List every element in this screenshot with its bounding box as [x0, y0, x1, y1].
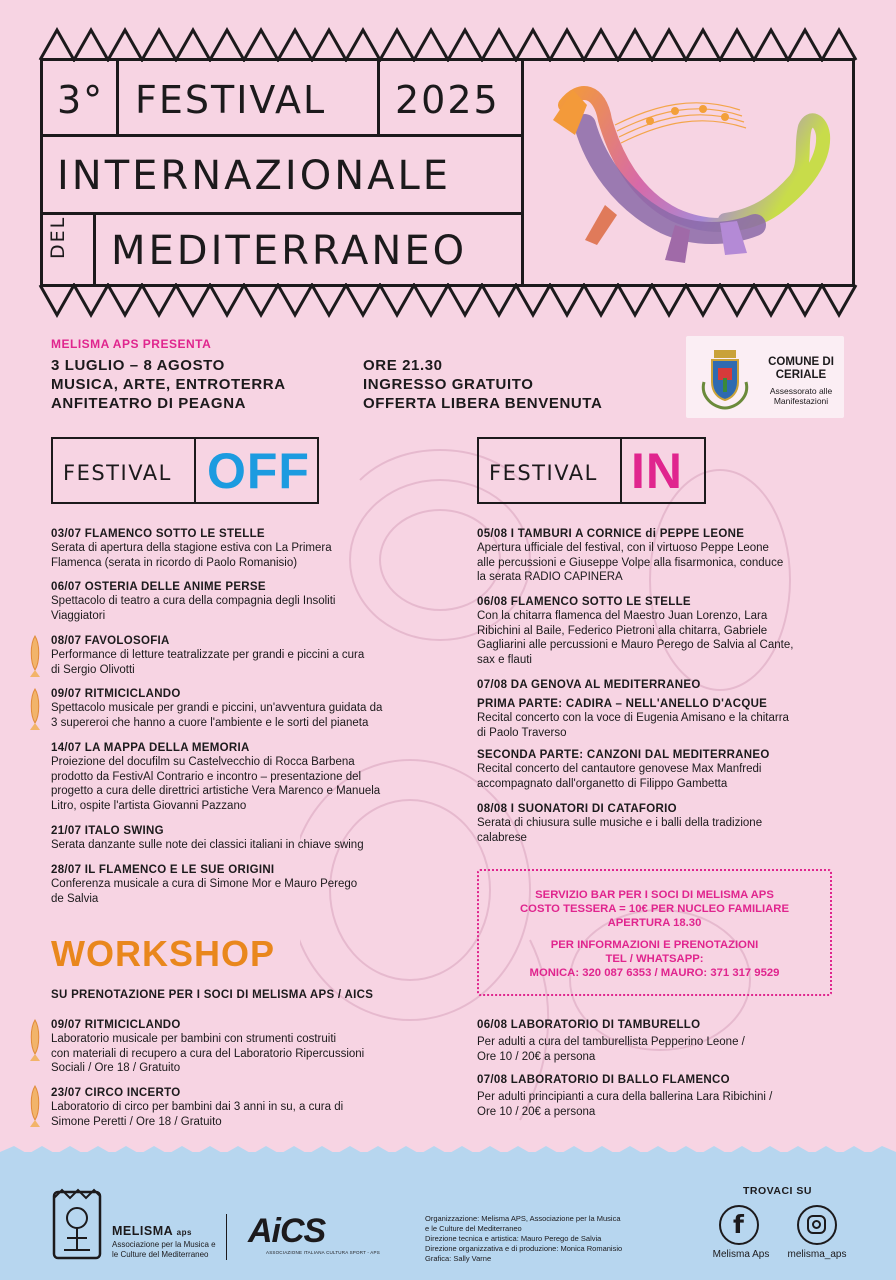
in-event-title: PRIMA PARTE: CADIRA – NELL'ANELLO D'ACQUE [477, 698, 768, 710]
workshop-item-desc: con materiali di recupero a cura del Laboratorio Ripercussioni [51, 1047, 365, 1060]
comune-sub-line: Assessorato alle [769, 386, 833, 396]
in-event-desc: sax e flauti [477, 653, 532, 666]
off-event-title: 06/07 OSTERIA DELLE ANIME PERSE [51, 581, 266, 593]
in-event-desc: calabrese [477, 831, 527, 844]
in-event-title: 07/08 DA GENOVA AL MEDITERRANEO [477, 679, 701, 691]
off-event [51, 824, 431, 853]
time-block [363, 356, 602, 413]
off-event-title: 28/07 IL FLAMENCO E LE SUE ORIGINI [51, 864, 275, 876]
off-event-desc: Litro, ospite l'artista Giovanni Pazzano [51, 799, 247, 812]
instagram-icon[interactable] [797, 1205, 837, 1245]
workshop-item-title: 07/08 LABORATORIO DI BALLO FLAMENCO [477, 1074, 730, 1086]
title-mediterraneo: MEDITERRANEO [111, 228, 468, 274]
time-line: ORE 21.30 [363, 357, 443, 374]
coat-of-arms-icon [696, 342, 754, 412]
workshop-item-title: 09/07 RITMICICLANDO [51, 1019, 181, 1031]
divider [43, 212, 521, 215]
off-event-desc: progetto a cura delle direttrici artistiche Vera Marenco e Manuela [51, 785, 381, 797]
in-event-title: 05/08 I TAMBURI A CORNICE di PEPPE LEONE [477, 528, 745, 540]
melisma-logo-icon [52, 1186, 102, 1262]
fish-icon [29, 1018, 41, 1062]
dates-block [51, 356, 286, 413]
workshop-item-title: 23/07 CIRCO INCERTO [51, 1087, 181, 1099]
melisma-sub-line: Associazione per la Musica e [112, 1240, 216, 1249]
off-event-desc: Proiezione del docufilm su Castelvecchio di Rocca Barbena [51, 756, 355, 768]
divider [43, 134, 521, 137]
credit-line: Grafica: Sally Varne [425, 1254, 492, 1263]
in-event-desc: la serata RADIO CAPINERA [477, 571, 623, 583]
in-event-desc: accompagnato dall'organetto di Filippo Gambetta [477, 777, 728, 790]
workshop-item-desc: Laboratorio musicale per bambini con strumenti costruiti [51, 1033, 337, 1045]
off-event-desc: 3 supereroi che hanno a cuore l'ambiente e le sorti del pianeta [51, 716, 369, 729]
off-event [51, 580, 431, 623]
comune-sub-line: Manifestazioni [773, 396, 829, 406]
off-event [51, 741, 431, 813]
in-event [477, 678, 837, 692]
off-event [51, 687, 431, 730]
melisma-name [112, 1224, 192, 1238]
workshop-item [477, 1073, 837, 1119]
instagram-label[interactable]: melisma_aps [787, 1249, 847, 1260]
in-event-desc: Ribichini al Baile, Federico Pietroni alla chitarra, Gabriele [477, 624, 768, 637]
workshop-subtitle: SU PRENOTAZIONE PER I SOCI DI MELISMA APS / AICS [51, 989, 374, 1001]
off-event-desc: Flamenca (serata in ricordo di Paolo Romanisio) [51, 556, 298, 569]
festival-off-header [51, 437, 319, 504]
footer [0, 1152, 896, 1280]
facebook-label[interactable]: Melisma Aps [712, 1249, 770, 1260]
fish-icon [29, 687, 41, 731]
venue-line: ANFITEATRO DI PEAGNA [51, 395, 247, 412]
comune-title [761, 356, 841, 382]
fish-icon [29, 1084, 41, 1128]
credit-line: Organizzazione: Melisma APS, Associazione per la Musica [425, 1214, 621, 1223]
dates-line: 3 LUGLIO – 8 AGOSTO [51, 357, 225, 374]
in-event-title: 06/08 FLAMENCO SOTTO LE STELLE [477, 596, 691, 608]
workshop-item-desc: Ore 10 / 20€ a persona [477, 1105, 596, 1118]
divider [194, 439, 196, 502]
off-event-desc: prodotto da FestivAl Contrario e incontro – presentazione del [51, 770, 362, 783]
in-event-title: 08/08 I SUONATORI DI CATAFORIO [477, 803, 677, 815]
in-event-desc: di Paolo Traverso [477, 726, 567, 739]
in-event [477, 802, 837, 845]
contact-line: PER INFORMAZIONI E PRENOTAZIONI [550, 939, 759, 951]
title-internazionale: INTERNAZIONALE [57, 153, 452, 199]
off-event-desc: Spettacolo di teatro a cura della compagnia degli Insoliti [51, 595, 336, 607]
divider [620, 439, 622, 502]
in-event-desc: Recital concerto con la voce di Eugenia Amisano e la chitarra [477, 712, 789, 724]
melisma-subtitle [112, 1240, 216, 1260]
workshop-item [51, 1018, 431, 1076]
festival-in-label: FESTIVAL [489, 461, 598, 485]
comune-title-line: CERIALE [775, 369, 827, 381]
in-event-desc: Gagliarini alle percussioni e Mauro Perego de Salvia al Cante, [477, 639, 794, 651]
in-event [477, 697, 837, 740]
off-event-desc: de Salvia [51, 892, 99, 905]
festival-off-label: FESTIVAL [63, 461, 172, 485]
credit-line: Direzione tecnica e artistica: Mauro Perego de Salvia [425, 1234, 602, 1243]
off-event-desc: Viaggiatori [51, 609, 106, 622]
credits-block [425, 1214, 622, 1264]
workshop-item-desc: Per adulti principianti a cura della ballerina Lara Ribichini / [477, 1091, 773, 1103]
credit-line: e le Culture del Mediterraneo [425, 1224, 522, 1233]
workshop-item-title: 06/08 LABORATORIO DI TAMBURELLO [477, 1019, 701, 1031]
divider [226, 1214, 227, 1260]
comune-ceriale-badge [686, 336, 844, 418]
off-event-desc: di Sergio Olivotti [51, 663, 135, 676]
workshop-item [477, 1018, 837, 1064]
in-event [477, 595, 837, 667]
workshop-item-desc: Laboratorio di circo per bambini dai 3 anni in su, a cura di [51, 1101, 344, 1113]
comune-subtitle [761, 386, 841, 406]
workshop-item-desc: Sociali / Ore 18 / Gratuito [51, 1062, 181, 1074]
trovaci-label: TROVACI SU [743, 1185, 812, 1197]
off-event-title: 03/07 FLAMENCO SOTTO LE STELLE [51, 528, 265, 540]
off-event-desc: Conferenza musicale a cura di Simone Mor e Mauro Perego [51, 878, 358, 890]
off-event-title: 08/07 FAVOLOSOFIA [51, 635, 170, 647]
workshop-item-desc: Simone Peretti / Ore 18 / Gratuito [51, 1115, 222, 1128]
facebook-icon[interactable]: f [719, 1205, 759, 1245]
presenta-label: MELISMA APS PRESENTA [51, 337, 212, 351]
bar-info-box [477, 869, 832, 996]
in-event-desc: Serata di chiusura sulle musiche e i balli della tradizione [477, 817, 763, 829]
melisma-name-text: MELISMA [112, 1224, 173, 1238]
in-event-desc: Recital concerto del cantautore genovese Max Manfredi [477, 763, 762, 775]
off-event-title: 09/07 RITMICICLANDO [51, 688, 181, 700]
edition-number: 3° [57, 78, 105, 122]
off-event-desc: Spettacolo musicale per grandi e piccini, un'avventura guidata da [51, 702, 383, 714]
entry-line: INGRESSO GRATUITO [363, 376, 534, 393]
contact-phones: MONICA: 320 087 6353 / MAURO: 371 317 9529 [529, 967, 780, 979]
credit-line: Direzione organizzativa e di produzione: Monica Romanisio [425, 1244, 623, 1253]
festival-in-header [477, 437, 706, 504]
off-event [51, 863, 431, 906]
divider [521, 61, 524, 287]
off-event-desc: Performance di letture teatralizzate per grandi e piccini a cura [51, 649, 365, 661]
bar-line: SERVIZIO BAR PER I SOCI DI MELISMA APS [535, 889, 774, 901]
singing-lizard-illustration [525, 65, 850, 280]
off-event-title: 21/07 ITALO SWING [51, 825, 164, 837]
melisma-sub-line: le Culture del Mediterraneo [112, 1250, 209, 1259]
theme-line: MUSICA, ARTE, ENTROTERRA [51, 376, 286, 393]
workshop-item-desc: Ore 10 / 20€ a persona [477, 1050, 596, 1063]
workshop-item-desc: Per adulti a cura del tamburellista Pepperino Leone / [477, 1036, 745, 1048]
in-event-desc: Con la chitarra flamenca del Maestro Juan Lorenzo, Lara [477, 610, 768, 622]
in-event-desc: Apertura ufficiale del festival, con il virtuoso Peppe Leone [477, 542, 769, 554]
in-event-desc: alle percussioni e Giuseppe Volpe alla fisarmonica, conduce [477, 556, 784, 569]
header-bottom-zigzag [0, 283, 896, 323]
divider [116, 61, 119, 134]
in-event [477, 748, 837, 791]
workshop-title: WORKSHOP [51, 933, 275, 974]
festival-off-big: OFF [207, 443, 310, 499]
festival-in-big: IN [631, 443, 683, 499]
comune-title-line: COMUNE DI [768, 356, 834, 368]
melisma-aps-text: aps [176, 1228, 192, 1237]
bar-line: COSTO TESSERA = 10€ PER NUCLEO FAMILIARE [520, 903, 789, 915]
aics-logo: AiCS [248, 1212, 326, 1250]
in-event-title: SECONDA PARTE: CANZONI DAL MEDITERRANEO [477, 749, 770, 761]
off-event-title: 14/07 LA MAPPA DELLA MEMORIA [51, 742, 250, 754]
festival-year: 2025 [395, 78, 500, 122]
bar-line: APERTURA 18.30 [607, 917, 702, 929]
off-event-desc: Serata danzante sulle note dei classici italiani in chiave swing [51, 839, 364, 851]
fish-icon [29, 634, 41, 678]
divider [93, 212, 96, 287]
off-event [51, 527, 431, 570]
off-event-desc: Serata di apertura della stagione estiva con La Primera [51, 542, 332, 554]
aics-subtitle: ASSOCIAZIONE ITALIANA CULTURA SPORT - APS [266, 1250, 380, 1255]
top-zigzag-border [0, 22, 896, 62]
off-event [51, 634, 431, 677]
festival-word: FESTIVAL [135, 78, 327, 122]
divider [377, 61, 380, 134]
del-vertical: DEL [47, 215, 69, 259]
workshop-item [51, 1086, 431, 1129]
contact-line: TEL / WHATSAPP: [605, 953, 704, 965]
offer-line: OFFERTA LIBERA BENVENUTA [363, 395, 603, 412]
in-event [477, 527, 837, 585]
